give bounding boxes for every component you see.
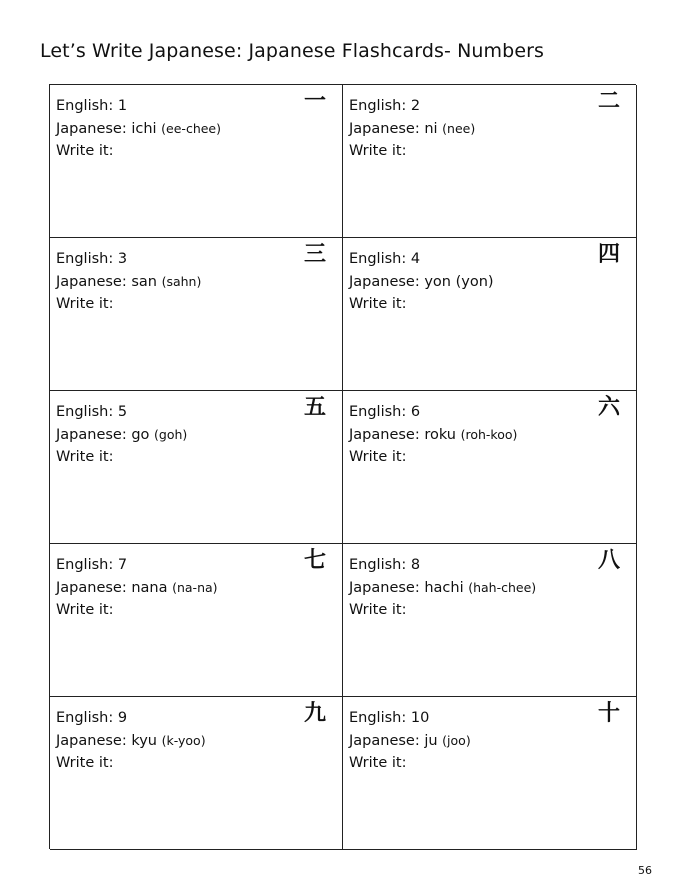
japanese-line bbox=[56, 577, 336, 600]
japanese-label: Japanese: yon bbox=[349, 273, 451, 290]
kanji-character: 九 bbox=[303, 701, 326, 726]
page-title: Let’s Write Japanese: Japanese Flashcards- Numbers bbox=[40, 40, 545, 62]
pronunciation: (sahn) bbox=[161, 273, 202, 289]
pronunciation: (joo) bbox=[442, 732, 471, 748]
flashcard bbox=[50, 697, 343, 850]
english-label: English: 10 bbox=[349, 710, 430, 726]
write-it-label: Write it: bbox=[349, 143, 407, 159]
pronunciation: (hah-chee) bbox=[468, 579, 537, 595]
write-it-label: Write it: bbox=[349, 755, 407, 771]
page-number: 56 bbox=[638, 864, 652, 877]
write-it-label: Write it: bbox=[56, 602, 114, 618]
japanese-label: Japanese: nana bbox=[56, 579, 168, 596]
write-it-label: Write it: bbox=[349, 296, 407, 312]
kanji-character: 五 bbox=[303, 395, 326, 420]
write-it-label: Write it: bbox=[349, 602, 407, 618]
english-label: English: 5 bbox=[56, 404, 128, 420]
flashcard-grid bbox=[49, 84, 636, 849]
pronunciation: (ee-chee) bbox=[161, 120, 221, 136]
flashcard bbox=[343, 697, 637, 850]
write-it-label: Write it: bbox=[56, 755, 114, 771]
pronunciation: (goh) bbox=[154, 426, 188, 442]
japanese-line bbox=[349, 577, 630, 600]
write-it-label: Write it: bbox=[56, 143, 114, 159]
flashcard bbox=[343, 238, 637, 391]
english-label: English: 6 bbox=[349, 404, 421, 420]
english-label: English: 8 bbox=[349, 557, 421, 573]
english-label: English: 3 bbox=[56, 251, 128, 267]
japanese-line bbox=[56, 730, 336, 753]
kanji-character: 七 bbox=[303, 548, 326, 573]
pronunciation: (nee) bbox=[442, 120, 476, 136]
kanji-character: 二 bbox=[597, 89, 620, 114]
pronunciation: (na-na) bbox=[172, 579, 218, 595]
kanji-character: 三 bbox=[303, 242, 326, 267]
kanji-character: 四 bbox=[597, 242, 620, 267]
write-it-label: Write it: bbox=[56, 296, 114, 312]
kanji-character: 八 bbox=[597, 548, 620, 573]
kanji-character: 六 bbox=[597, 395, 620, 420]
kanji-character: 一 bbox=[303, 89, 326, 114]
flashcard bbox=[343, 391, 637, 544]
flashcard bbox=[50, 85, 343, 238]
pronunciation: (k-yoo) bbox=[161, 732, 206, 748]
flashcard bbox=[50, 544, 343, 697]
english-label: English: 9 bbox=[56, 710, 128, 726]
japanese-line bbox=[56, 271, 336, 294]
japanese-line bbox=[349, 424, 630, 447]
japanese-line bbox=[56, 424, 336, 447]
japanese-line bbox=[349, 118, 630, 141]
japanese-line bbox=[56, 118, 336, 141]
japanese-label: Japanese: hachi bbox=[349, 579, 464, 596]
japanese-label: Japanese: ni bbox=[349, 120, 438, 137]
english-label: English: 4 bbox=[349, 251, 421, 267]
kanji-character: 十 bbox=[597, 701, 620, 726]
japanese-label: Japanese: ju bbox=[349, 732, 438, 749]
japanese-line bbox=[349, 271, 630, 294]
pronunciation: (yon) bbox=[455, 273, 494, 290]
english-label: English: 2 bbox=[349, 98, 421, 114]
flashcard bbox=[50, 238, 343, 391]
flashcard bbox=[343, 544, 637, 697]
japanese-label: Japanese: roku bbox=[349, 426, 456, 443]
write-it-label: Write it: bbox=[56, 449, 114, 465]
pronunciation: (roh-koo) bbox=[460, 426, 518, 442]
english-label: English: 1 bbox=[56, 98, 128, 114]
write-it-label: Write it: bbox=[349, 449, 407, 465]
japanese-label: Japanese: go bbox=[56, 426, 150, 443]
english-label: English: 7 bbox=[56, 557, 128, 573]
japanese-label: Japanese: san bbox=[56, 273, 157, 290]
japanese-line bbox=[349, 730, 630, 753]
flashcard bbox=[343, 85, 637, 238]
japanese-label: Japanese: kyu bbox=[56, 732, 157, 749]
japanese-label: Japanese: ichi bbox=[56, 120, 157, 137]
flashcard bbox=[50, 391, 343, 544]
